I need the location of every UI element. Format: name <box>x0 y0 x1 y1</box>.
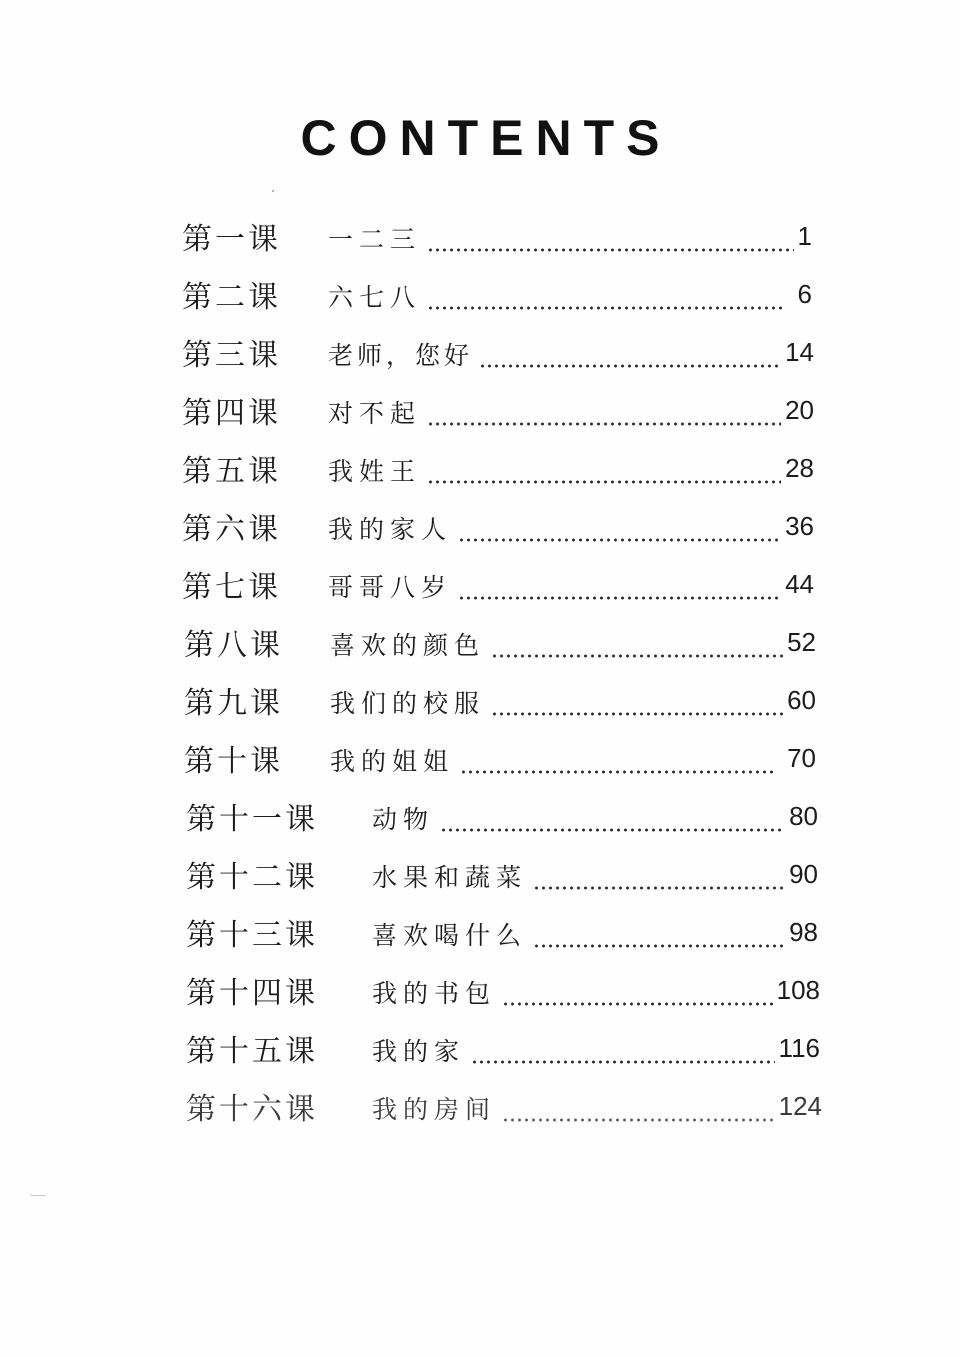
dot-leader <box>427 248 794 252</box>
toc-entry[interactable] <box>184 736 816 782</box>
dot-leader <box>458 538 781 542</box>
page-number: 116 <box>778 1033 820 1063</box>
dot-leader <box>427 480 781 484</box>
dot-leader <box>491 654 783 658</box>
lesson-title: 喜欢的颜色 <box>330 631 486 660</box>
toc-entry[interactable] <box>186 1026 820 1072</box>
toc-entry[interactable] <box>186 910 818 956</box>
toc-entry[interactable] <box>182 214 812 260</box>
dot-leader <box>458 596 781 600</box>
page-number: 124 <box>778 1091 822 1121</box>
lesson-number: 第十一课 <box>186 802 318 837</box>
toc-entry[interactable] <box>184 620 816 666</box>
lesson-number: 第十三课 <box>186 918 318 953</box>
lesson-title: 我的家人 <box>328 515 453 544</box>
page-number: 36 <box>785 511 814 541</box>
dot-leader <box>533 886 785 890</box>
lesson-number: 第九课 <box>184 686 283 721</box>
dot-leader <box>460 770 773 774</box>
toc-entry[interactable] <box>182 272 812 318</box>
lesson-number: 第一课 <box>182 222 281 257</box>
scan-speck <box>272 190 274 192</box>
lesson-number: 第三课 <box>182 338 281 373</box>
page-number: 60 <box>787 685 816 715</box>
toc-entry[interactable] <box>186 968 820 1014</box>
lesson-number: 第十六课 <box>186 1092 318 1127</box>
toc-entry[interactable] <box>182 504 814 550</box>
toc-entry[interactable] <box>186 852 818 898</box>
lesson-title: 水果和蔬菜 <box>372 863 528 892</box>
page-number: 80 <box>789 801 818 831</box>
page-number: 90 <box>789 859 818 889</box>
page-number: 70 <box>787 743 816 773</box>
toc-entry[interactable] <box>182 388 814 434</box>
lesson-title: 对不起 <box>328 399 422 428</box>
lesson-number: 第五课 <box>182 454 281 489</box>
page-number: 20 <box>785 395 814 425</box>
lesson-number: 第十五课 <box>186 1034 318 1069</box>
lesson-number: 第十二课 <box>186 860 318 895</box>
page-number: 44 <box>785 569 814 599</box>
page-number: 52 <box>787 627 816 657</box>
page-number: 14 <box>785 337 814 367</box>
page-number: 108 <box>776 975 820 1005</box>
dot-leader <box>502 1118 775 1122</box>
toc-entry[interactable] <box>182 562 814 608</box>
dot-leader <box>491 712 783 716</box>
toc-entry[interactable] <box>184 678 816 724</box>
lesson-number: 第十四课 <box>186 976 318 1011</box>
lesson-title: 喜欢喝什么 <box>372 921 528 950</box>
lesson-title: 我姓王 <box>328 457 422 486</box>
lesson-title: 我的家 <box>372 1037 466 1066</box>
lesson-title: 哥哥八岁 <box>328 573 453 602</box>
lesson-title: 老师，您好 <box>328 341 474 370</box>
lesson-title: 我的房间 <box>372 1095 497 1124</box>
dot-leader <box>533 944 785 948</box>
lesson-number: 第二课 <box>182 280 281 315</box>
lesson-number: 第四课 <box>182 396 281 431</box>
lesson-title: 动物 <box>372 805 435 834</box>
page-number: 1 <box>797 221 812 251</box>
lesson-number: 第六课 <box>182 512 281 547</box>
dot-leader <box>502 1002 773 1006</box>
page-number: 28 <box>785 453 814 483</box>
dot-leader <box>440 828 785 832</box>
page-title: CONTENTS <box>300 110 672 166</box>
lesson-title: 六七八 <box>328 283 422 312</box>
toc-entry[interactable] <box>186 794 818 840</box>
lesson-number: 第十课 <box>184 744 283 779</box>
lesson-title: 我们的校服 <box>330 689 486 718</box>
toc-entry[interactable] <box>186 1084 822 1130</box>
scan-speck <box>30 1195 46 1196</box>
toc-entry[interactable] <box>182 330 814 376</box>
dot-leader <box>427 422 781 426</box>
lesson-title: 我的书包 <box>372 979 497 1008</box>
dot-leader <box>427 306 784 310</box>
page-number: 98 <box>789 917 818 947</box>
toc-entry[interactable] <box>182 446 814 492</box>
dot-leader <box>479 364 781 368</box>
lesson-title: 我的姐姐 <box>330 747 455 776</box>
page-number: 6 <box>797 279 812 309</box>
lesson-title: 一二三 <box>328 225 422 254</box>
lesson-number: 第七课 <box>182 570 281 605</box>
dot-leader <box>471 1060 775 1064</box>
lesson-number: 第八课 <box>184 628 283 663</box>
